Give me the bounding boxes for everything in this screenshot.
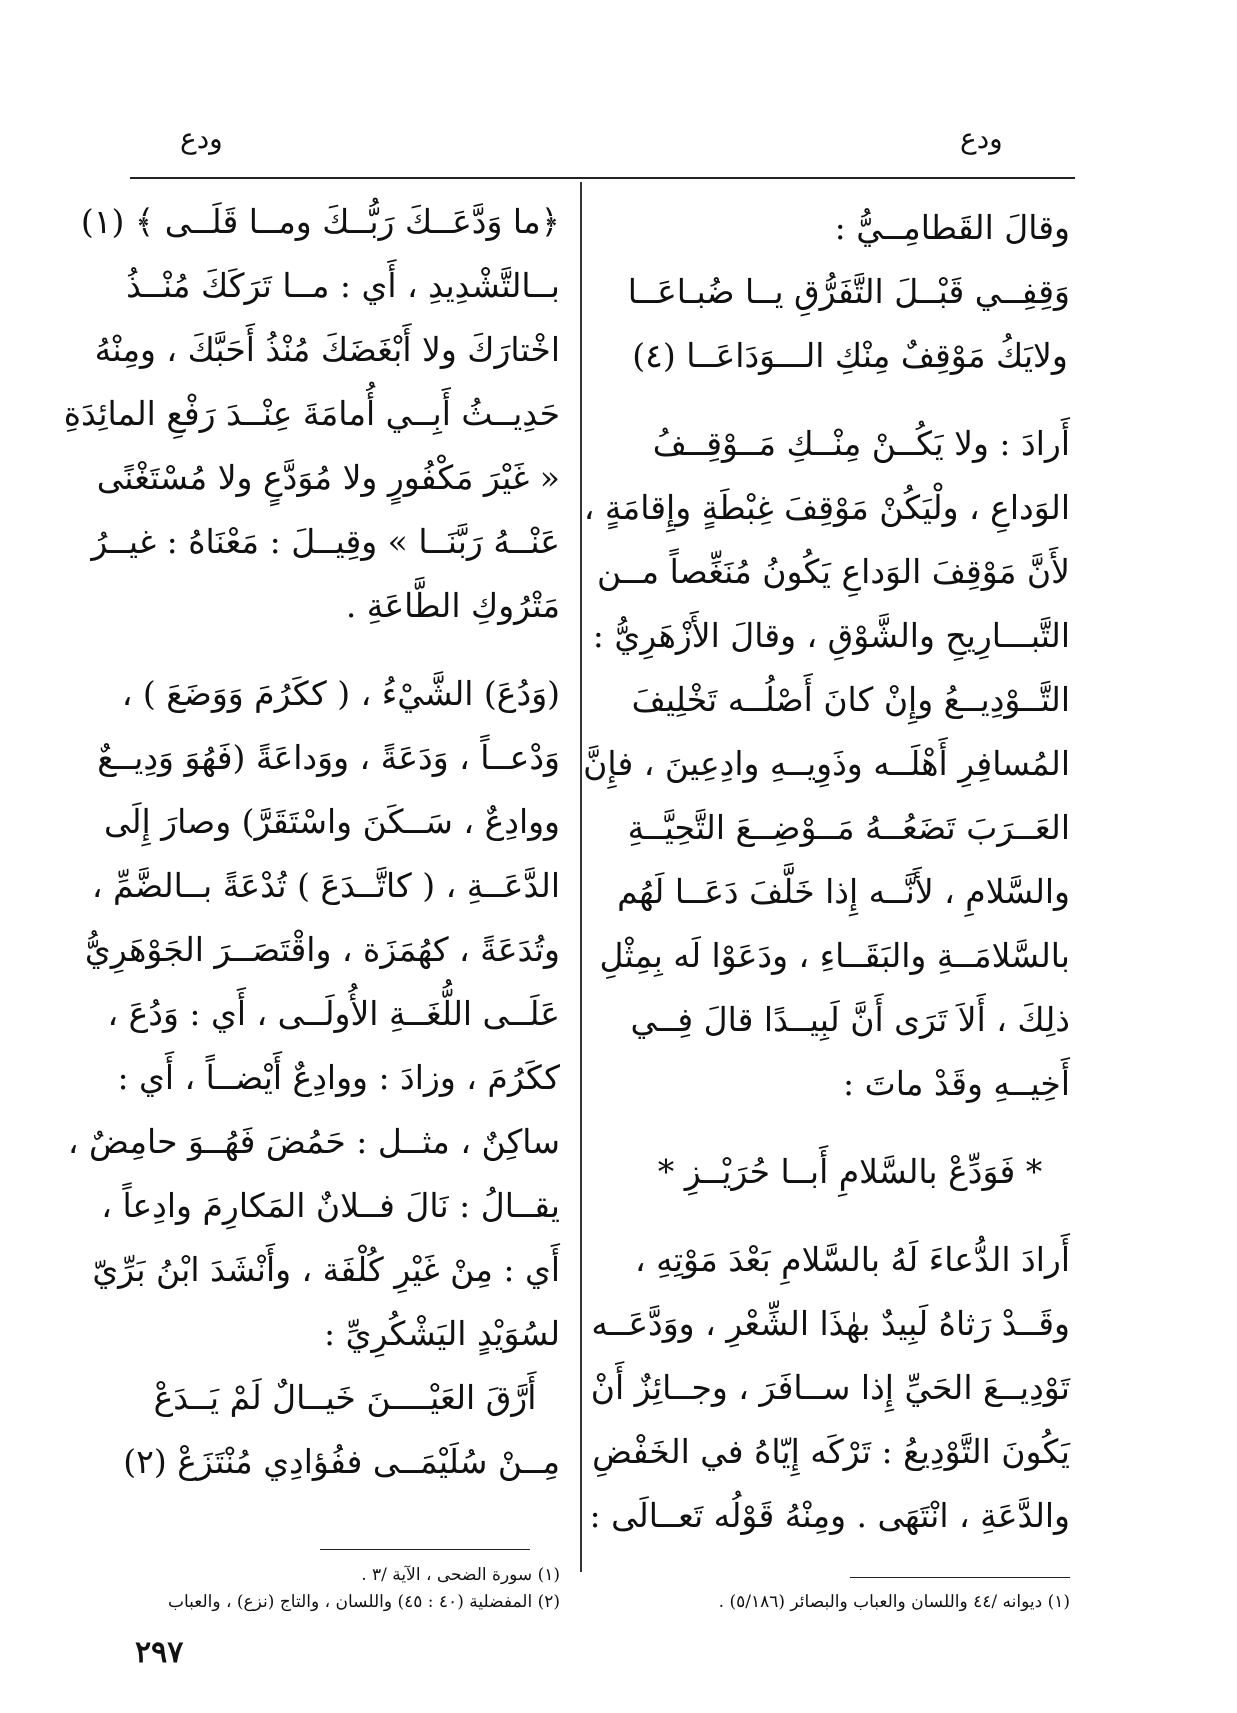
text-line: أَرادَ الدُّعاءَ لَهُ بالسَّلامِ بَعْدَ مَوْتِهِ ، — [635, 1240, 1070, 1279]
text-line: مَتْرُوكِ الطَّاعَةِ . — [345, 586, 560, 625]
verse-line: مِــنْ سُلَيْمَــى ففُؤادِي مُنْتَزَعْ (٢) — [123, 1442, 560, 1481]
text-line: الوَداعِ ، ولْيَكُنْ مَوْقِفَ غِبْطَةٍ وإِقامَةٍ ، — [583, 488, 1070, 527]
footnote-rule-right — [850, 1577, 1070, 1578]
text-line: ككَرُمَ ، وزادَ : ووادِعٌ أَيْضــاً ، أَي : — [117, 1058, 560, 1097]
text-line: المُسافِرِ أَهْلَــه وذَوِيــهِ وادِعِينَ ، فإِنَّ — [583, 744, 1070, 783]
running-header-right: ودع — [960, 122, 1003, 155]
page-number: ٢٩٧ — [135, 1635, 184, 1670]
text-line: بالسَّلامَــةِ والبَقَــاءِ ، ودَعَوْا لَه بِمِثْلِ — [599, 936, 1070, 975]
text-line: اخْتارَكَ ولا أَبْغَضَكَ مُنْذُ أَحَبَّكَ ، ومِنْهُ — [94, 330, 560, 369]
running-header-left: ودع — [180, 122, 223, 155]
text-line: (وَدُعَ) الشَّيْءُ ، ( ككَرُمَ وَوَضَعَ ) ، — [121, 674, 560, 713]
text-line: وقَــدْ رَثاهُ لَبِيدٌ بهٰذَا الشِّعْرِ ، ووَدَّعَــه — [591, 1304, 1070, 1343]
text-line: ساكِنٌ ، مثــل : حَمُضَ فَهُــوَ حامِضٌ ، — [67, 1122, 560, 1161]
header-rule — [130, 177, 1075, 179]
column-divider — [580, 182, 582, 1572]
text-line: ﴿ما وَدَّعَــكَ رَبُّــكَ ومــا قَلَــى ﴾ (١) — [80, 202, 560, 241]
spacer — [630, 388, 1070, 412]
text-line: لأَنَّ مَوْقِفَ الوَداعِ يَكُونُ مُنَغِّصاً مــن — [596, 552, 1070, 591]
verse-line: * فَوَدِّعْ بالسَّلامِ أَبــا حُرَيْــزِ * — [657, 1152, 1043, 1191]
spacer — [630, 1116, 1070, 1140]
verse-line: ولايَكُ مَوْقِفٌ مِنْكِ الـــوَدَاعَــا (٤) — [632, 336, 1068, 375]
text-line: أَي : مِنْ غَيْرِ كُلْفَة ، وأَنْشَدَ ابْنُ بَرِّيّ — [92, 1250, 560, 1289]
text-line: لسُوَيْدٍ اليَشْكُرِيِّ : — [323, 1314, 560, 1353]
verse-line: وَقِفِــي قَبْــلَ التَّفَرُّقِ يــا ضُبـاعَــا — [627, 272, 1070, 311]
text-line: التَّبـــارِيحِ والشَّوْقِ ، وقالَ الأَزْهَرِيُّ : — [592, 616, 1070, 655]
text-line: العَــرَبَ تَضَعُــهُ مَــوْضِــعَ التَّحِيَّــةِ — [627, 808, 1070, 847]
verse-line: أَرَّقَ العَيْــــنَ خَيــالٌ لَمْ يَــدَعْ — [153, 1378, 537, 1417]
text-line: يَكُونَ التَّوْدِيعُ : تَرْكَه إِيّاهُ في الخَفْضِ — [592, 1432, 1070, 1471]
spacer — [130, 638, 560, 662]
text-line: حَدِيــثُ أَبِــي أُمامَةَ عِنْــدَ رَفْعِ المائِدَةِ — [63, 394, 560, 433]
text-line: أَرادَ : ولا يَكُــنْ مِنْــكِ مَــوْقِــفُ — [652, 424, 1070, 463]
text-line: « غَيْرَ مَكْفُورٍ ولا مُوَدَّعٍ ولا مُسْتَغْنًى — [96, 458, 560, 497]
text-line: عَلَــى اللُّغَــةِ الأُولَــى ، أَي : وَدُعَ ، — [107, 994, 560, 1033]
text-line: ووادِعٌ ، سَــكَنَ واسْتَقَرَّ) وصارَ إِلَى — [103, 802, 560, 841]
spacer — [630, 1204, 1070, 1228]
text-line: ذلِكَ ، أَلاَ تَرَى أَنَّ لَبِيــدًا قالَ فِــي — [630, 1000, 1070, 1039]
right-column — [583, 196, 1070, 1548]
text-line: تَوْدِيــعَ الحَيِّ إِذا ســافَرَ ، وجــائِزٌ أَنْ — [590, 1368, 1070, 1407]
footnote-right: (١) ديوانه /٤٤ واللسان والعباب والبصائر (٥/١٨٦) . — [718, 1592, 1070, 1612]
text-line: التَّــوْدِيــعُ وإِنْ كانَ أَصْلُــه تَخْلِيفَ — [631, 680, 1070, 719]
text-line: الدَّعَــةِ ، ( كاتَّــدَعَ ) تُدْعَةً بــالضَّمِّ ، — [91, 866, 560, 905]
left-column — [63, 190, 560, 1494]
text-line: عَنْــهُ رَبَّنَــا » وقِيــلَ : مَعْنَاهُ : غيــرُ — [91, 522, 560, 561]
text-line: بــالتَّشْدِيدِ ، أَي : مــا تَرَكَكَ مُنْــذُ — [126, 266, 560, 305]
footnote-left-1: (١) سورة الضحى ، الآية /٣ . — [361, 1565, 560, 1585]
text-line: أَخِيــهِ وقَدْ ماتَ : — [843, 1064, 1070, 1103]
text-line: وقالَ القَطامِــيُّ : — [834, 208, 1070, 247]
text-line: يقــالُ : نَالَ فــلانٌ المَكارِمَ وادِعاً ، — [101, 1186, 560, 1225]
text-line: والسَّلامِ ، لأَنَّــه إِذا خَلَّفَ دَعَــا لَهُم — [617, 872, 1070, 911]
footnote-rule-left — [320, 1549, 530, 1550]
footnote-left-2: (٢) المفضلية (٤٠ : ٤٥) واللسان ، والتاج (نزع) ، والعباب — [167, 1592, 560, 1612]
text-line: وَدْعــاً ، وَدَعَةً ، ووَداعَةً (فَهُوَ وَدِيــعٌ — [97, 738, 560, 777]
text-line: وتُدَعَةً ، كهُمَزَة ، واقْتَصَــرَ الجَوْهَرِيُّ — [84, 930, 560, 969]
text-line: والدَّعَةِ ، انْتَهَى . ومِنْهُ قَوْلُه تَعــالَى : — [589, 1496, 1070, 1535]
